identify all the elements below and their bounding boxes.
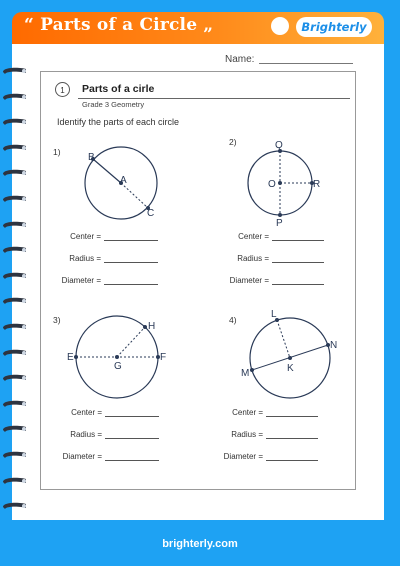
p1-radius-label: Radius = [69,254,101,263]
label-a: A [120,175,127,186]
label-q: Q [275,140,283,151]
p2-radius-line[interactable] [272,262,324,263]
p2-center-label: Center = [238,232,269,241]
p1-center-label: Center = [70,232,101,241]
label-p: P [276,218,283,229]
segment-gh [117,327,145,357]
p1-center-line[interactable] [104,240,158,241]
segment-ac [121,183,148,208]
p4-diameter-line[interactable] [266,460,318,461]
problem-label-1: 1) [53,147,61,157]
name-label: Name: [225,54,255,65]
circle-1-diagram [85,147,157,219]
point-k [288,356,292,360]
p1-diameter-line[interactable] [104,284,158,285]
label-l: L [271,309,277,320]
worksheet-title: Parts of a cirle [82,83,155,95]
p1-diameter-label: Diameter = [61,276,101,285]
label-c: C [147,208,155,219]
label-r: R [313,179,321,190]
footer-site-link[interactable]: brighterly.com [162,538,238,550]
point-h [143,325,147,329]
p4-diameter-label: Diameter = [223,452,263,461]
p3-diameter-label: Diameter = [62,452,102,461]
label-o: O [268,179,276,190]
p3-center-label: Center = [71,408,102,417]
p4-radius-line[interactable] [266,438,318,439]
instruction-text: Identify the parts of each circle [57,117,180,127]
problem-label-4: 4) [229,315,237,325]
problem-label-2: 2) [229,137,237,147]
circle-4-diagram [241,309,337,398]
point-e [74,355,78,359]
circle-3-diagram [67,316,166,398]
point-p [278,213,282,217]
p2-diameter-label: Diameter = [229,276,269,285]
label-f: F [160,352,167,363]
label-n: N [330,340,338,351]
label-e: E [67,352,74,363]
p3-center-line[interactable] [105,416,159,417]
p3-radius-line[interactable] [105,438,159,439]
p3-diameter-line[interactable] [105,460,159,461]
label-g: G [114,361,122,372]
point-m [250,368,254,372]
label-b: B [88,152,95,163]
page-title: “ Parts of a Circle „ [24,15,214,35]
worksheet-subtitle: Grade 3 Geometry [82,100,145,109]
p4-radius-label: Radius = [231,430,263,439]
label-m: M [241,368,250,379]
circle-2-diagram [248,140,320,229]
p2-center-line[interactable] [272,240,324,241]
p2-radius-label: Radius = [237,254,269,263]
point-o [278,181,282,185]
brand-logo-text: Brighterly [301,20,367,34]
p1-radius-line[interactable] [104,262,158,263]
label-h: H [148,321,156,332]
p4-center-line[interactable] [266,416,318,417]
segment-ba [93,159,121,183]
label-k: K [287,363,294,374]
p4-center-label: Center = [232,408,263,417]
p2-diameter-line[interactable] [272,284,324,285]
problem-label-3: 3) [53,315,61,325]
segment-lk [277,320,290,358]
point-g [115,355,119,359]
worksheet-number-badge: 1 [55,82,70,97]
p3-radius-label: Radius = [70,430,102,439]
